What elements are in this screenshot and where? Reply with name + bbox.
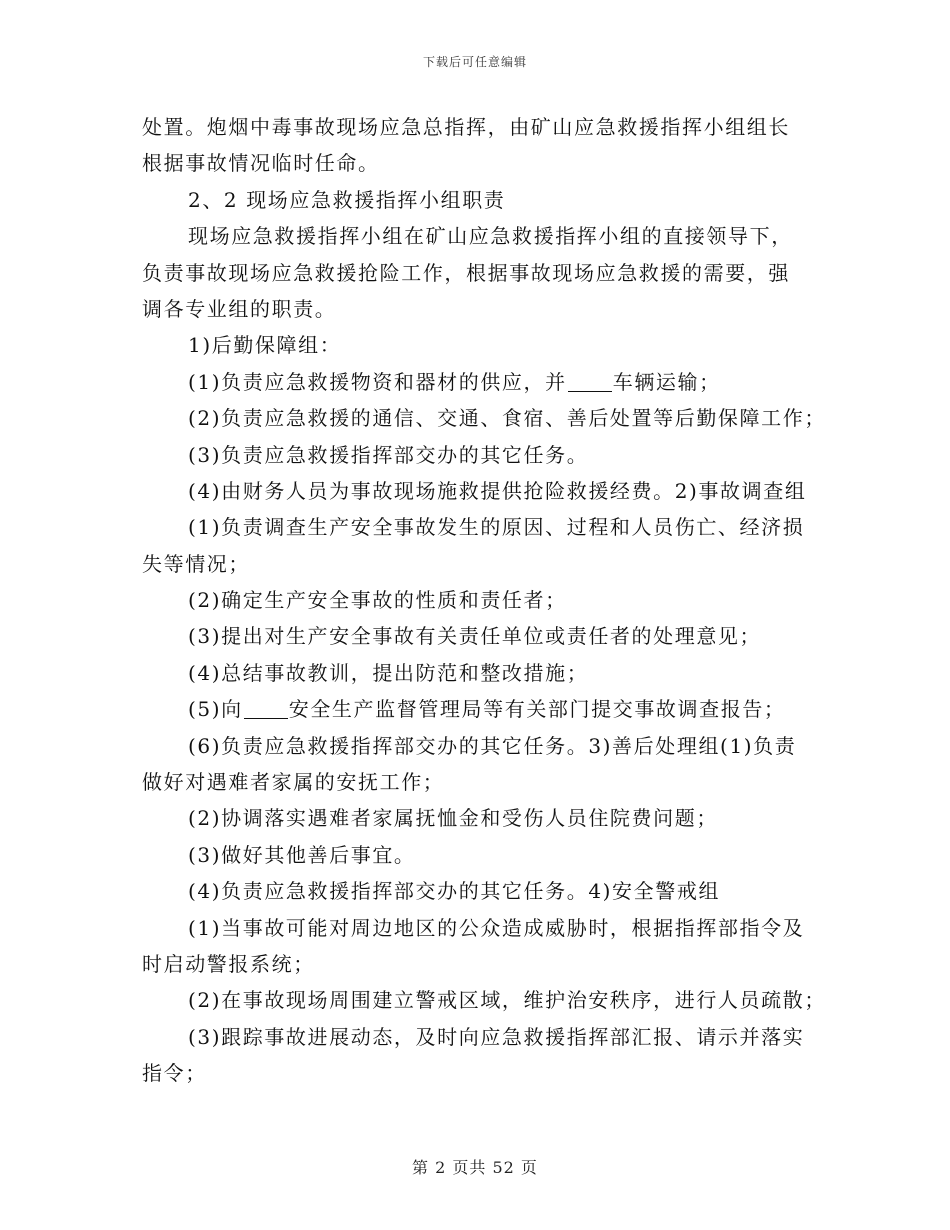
list-item: (2)确定生产安全事故的性质和责任者； [188, 588, 567, 613]
text-line: 失等情况； [142, 551, 250, 576]
list-item: (1)负责应急救援物资和器材的供应，并 车辆运输； [188, 369, 721, 394]
text-line: 指令； [142, 1061, 207, 1086]
list-item: (2)在事故现场周围建立警戒区域，维护治安秩序，进行人员疏散； [188, 988, 826, 1013]
list-item: (2)协调落实遇难者家属抚恤金和受伤人员住院费问题； [188, 806, 718, 831]
section-heading: 2、2 现场应急救援指挥小组职责 [188, 187, 506, 212]
list-item: (3)提出对生产安全事故有关责任单位或责任者的处理意见； [188, 624, 762, 649]
fill-in-blank [568, 371, 612, 392]
list-item: (6)负责应急救援指挥部交办的其它任务。3)善后处理组(1)负责 [188, 733, 797, 758]
list-item: (3)负责应急救援指挥部交办的其它任务。 [188, 442, 589, 467]
list-item: (1)负责调查生产安全事故发生的原因、过程和人员伤亡、经济损 [188, 515, 805, 540]
text-line: 根据事故情况临时任命。 [142, 151, 380, 176]
list-item: (1)当事故可能对周边地区的公众造成威胁时，根据指挥部指令及 [188, 915, 805, 940]
page-number: 第 2 页共 52 页 [412, 1158, 538, 1177]
list-item: (5)向 安全生产监督管理局等有关部门提交事故调查报告； [188, 697, 786, 722]
text-line: 调各专业组的职责。 [142, 296, 337, 321]
list-item: (3)做好其他善后事宜。 [188, 842, 416, 867]
text-line: 负责事故现场应急救援抢险工作，根据事故现场应急救援的需要，强 [142, 260, 790, 285]
text-line: 做好对遇难者家属的安抚工作； [142, 770, 445, 795]
list-item: (4)负责应急救援指挥部交办的其它任务。4)安全警戒组 [188, 879, 721, 904]
list-item: (2)负责应急救援的通信、交通、食宿、善后处置等后勤保障工作； [188, 406, 826, 431]
list-item: (4)总结事故教训，提出防范和整改措施； [188, 660, 589, 685]
document-body [142, 109, 826, 1092]
list-item: (4)由财务人员为事故现场施救提供抢险救援经费。2)事故调查组 [188, 478, 807, 503]
group-heading: 1)后勤保障组： [188, 333, 342, 358]
list-item: (3)跟踪事故进展动态，及时向应急救援指挥部汇报、请示并落实 [188, 1024, 805, 1049]
text-line: 处置。炮烟中毒事故现场应急总指挥，由矿山应急救援指挥小组组长 [142, 115, 790, 139]
fill-in-blank [244, 698, 288, 719]
text-line: 时启动警报系统； [142, 951, 315, 976]
text-line: 现场应急救援指挥小组在矿山应急救援指挥小组的直接领导下， [188, 224, 793, 249]
page-header: 下载后可任意编辑 [422, 55, 527, 69]
